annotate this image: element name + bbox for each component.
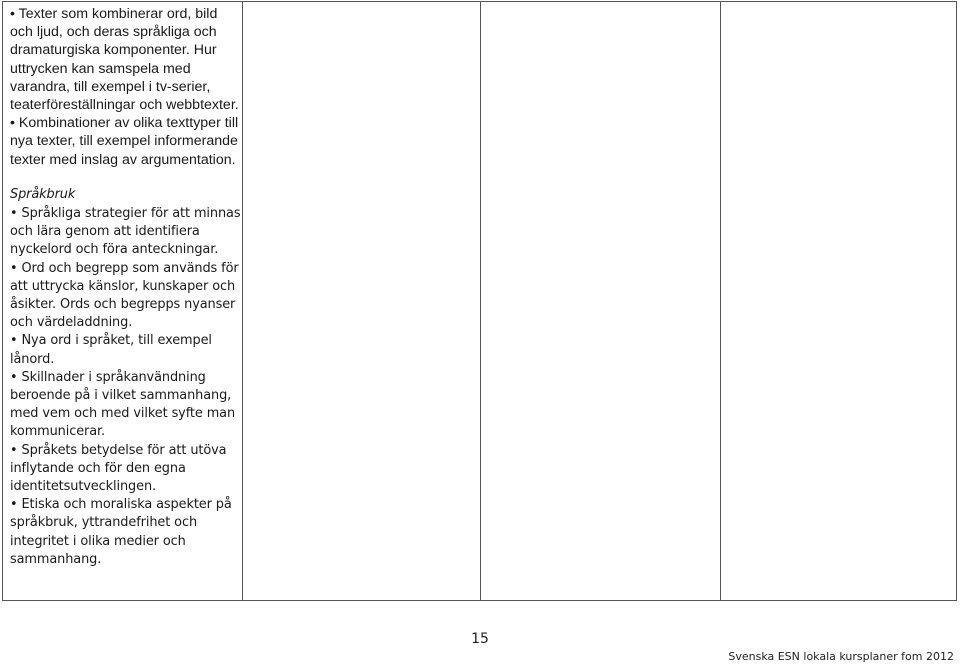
list-item: • Etiska och moraliska aspekter på språkbruk, yttrandefrihet och integritet i olika medier och sammanhang.: [10, 497, 232, 567]
column-divider: [720, 2, 721, 600]
table-cell-content: [10, 5, 242, 569]
page-number: 15: [471, 631, 489, 647]
list-item: • Språkliga strategier för att minnas och lära genom att identifiera nyckelord och föra anteckningar.: [10, 206, 241, 258]
curriculum-table: [2, 1, 957, 601]
list-item: • Texter som kombinerar ord, bild och ljud, och deras språkliga och dramaturgiska komponenter. Hur uttrycken kan samspela med varandra, till exempel i tv-serier, teaterföreställningar och webbtexter.: [10, 6, 239, 114]
list-item: • Språkets betydelse för att utöva inflytande och för den egna identitetsutvecklingen.: [10, 442, 227, 495]
list-item: • Ord och begrepp som används för att uttrycka känslor, kunskaper och åsikter. Ords och begrepps nyanser och värdeladdning.: [10, 260, 239, 331]
bullet-list: [10, 5, 242, 169]
section-heading: Språkbruk: [10, 186, 76, 202]
column-divider: [242, 2, 243, 600]
footer-text: Svenska ESN lokala kursplaner fom 2012: [728, 650, 954, 663]
list-item: • Skillnader i språkanvändning beroende på i vilket sammanhang, med vem och med vilket syfte man kommunicerar.: [10, 369, 236, 440]
list-item: • Nya ord i språket, till exempel lånord.: [10, 333, 212, 367]
column-divider: [480, 2, 481, 600]
list-item: • Kombinationer av olika texttyper till nya texter, till exempel informerande texter med inslag av argumentation.: [10, 115, 239, 168]
